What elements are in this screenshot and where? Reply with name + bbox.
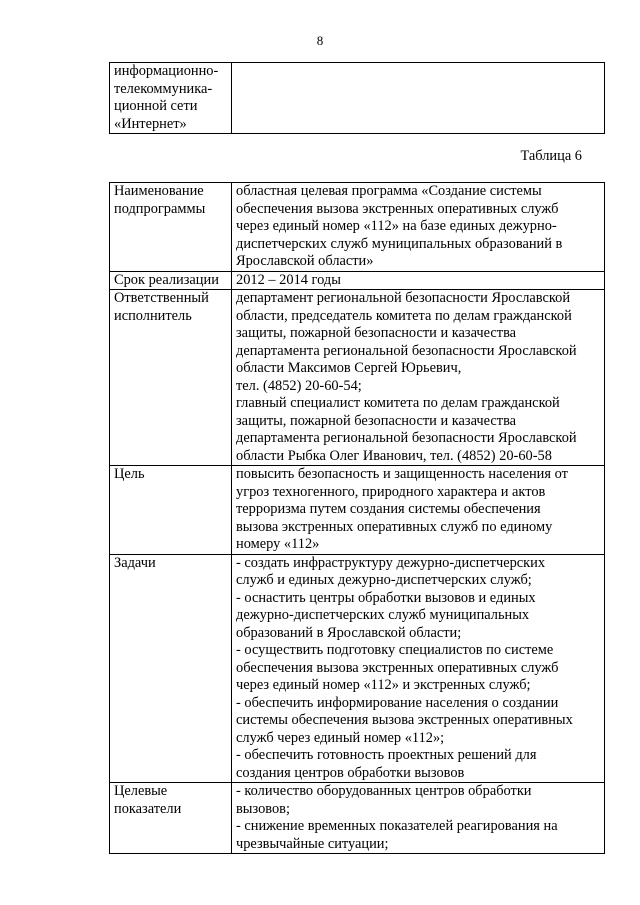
text-line: тел. (4852) 20-60-54; bbox=[236, 377, 362, 394]
text-line: ционной сети bbox=[114, 98, 198, 114]
row-label bbox=[110, 63, 232, 134]
text-line: обеспечения вызова экстренных оперативных служб bbox=[236, 659, 559, 676]
row-content bbox=[232, 554, 605, 783]
text-line: Ответственный bbox=[114, 290, 209, 306]
text-line: чрезвычайные ситуации; bbox=[236, 835, 389, 852]
table-caption: Таблица 6 bbox=[520, 148, 582, 164]
text-line: вызовов; bbox=[236, 800, 290, 817]
row-content bbox=[232, 183, 605, 272]
text-line: информационно- bbox=[114, 63, 219, 79]
text-line: области Максимов Сергей Юрьевич, bbox=[236, 360, 462, 376]
text-line: области Рыбка Олег Иванович, тел. (4852) 20-60-58 bbox=[236, 447, 552, 464]
table-row bbox=[110, 63, 605, 134]
text-line: служб и единых дежурно-диспетчерских служб; bbox=[236, 572, 532, 588]
text-line: департамент региональной безопасности Ярославской bbox=[236, 290, 571, 306]
row-label bbox=[110, 183, 232, 272]
text-line: - создать инфраструктуру дежурно-диспетчерских bbox=[236, 554, 546, 571]
row-label bbox=[110, 271, 232, 290]
row-content bbox=[232, 271, 605, 290]
text-line: обеспечения вызова экстренных оперативных служб bbox=[236, 200, 559, 217]
text-line: телекоммуника- bbox=[114, 80, 213, 97]
table-row bbox=[110, 183, 605, 272]
text-line: Ярославской области» bbox=[236, 253, 374, 269]
text-line: области, председатель комитета по делам гражданской bbox=[236, 307, 572, 324]
row-content bbox=[232, 290, 605, 466]
text-line: угроз техногенного, природного характера и актов bbox=[236, 483, 546, 500]
text-line: Наименование bbox=[114, 183, 204, 199]
text-line: защиты, пожарной безопасности и казачества bbox=[236, 325, 517, 341]
text-line: - осуществить подготовку специалистов по системе bbox=[236, 642, 554, 658]
text-line: повысить безопасность и защищенность населения от bbox=[236, 466, 568, 482]
text-line: образований в Ярославской области; bbox=[236, 624, 462, 641]
row-label bbox=[110, 290, 232, 466]
text-line: 2012 – 2014 годы bbox=[236, 271, 341, 288]
row-label bbox=[110, 466, 232, 555]
table-row bbox=[110, 466, 605, 555]
row-content bbox=[232, 783, 605, 854]
text-line: Срок реализации bbox=[114, 271, 219, 288]
table-row bbox=[110, 554, 605, 783]
text-line: Цель bbox=[114, 466, 145, 482]
text-line: областная целевая программа «Создание системы bbox=[236, 183, 542, 199]
text-line: дежурно-диспетчерских служб муниципальных bbox=[236, 607, 530, 623]
text-line: - оснастить центры обработки вызовов и единых bbox=[236, 589, 536, 606]
text-line: системы обеспечения вызова экстренных оперативных bbox=[236, 712, 573, 728]
table-row bbox=[110, 783, 605, 854]
text-line: через единый номер «112» на базе единых дежурно- bbox=[236, 218, 557, 234]
text-line: - снижение временных показателей реагирования на bbox=[236, 818, 558, 834]
table-row bbox=[110, 271, 605, 290]
page-number: 8 bbox=[316, 33, 324, 48]
text-line: Задачи bbox=[114, 554, 156, 571]
table-row bbox=[110, 290, 605, 466]
text-line: - обеспечить информирование населения о создании bbox=[236, 694, 559, 711]
text-line: через единый номер «112» и экстренных служб; bbox=[236, 677, 531, 693]
row-content bbox=[232, 63, 605, 134]
text-line: создания центров обработки вызовов bbox=[236, 764, 465, 781]
text-line: вызова экстренных оперативных служб по единому bbox=[236, 518, 553, 535]
text-line: служб через единый номер «112»; bbox=[236, 729, 445, 746]
text-line: департамента региональной безопасности Ярославской bbox=[236, 342, 577, 359]
text-line: - обеспечить готовность проектных решений для bbox=[236, 747, 537, 763]
text-line: номеру «112» bbox=[236, 536, 320, 552]
text-line: терроризма путем создания системы обеспечения bbox=[236, 501, 541, 517]
row-content bbox=[232, 466, 605, 555]
text-line: исполнитель bbox=[114, 307, 192, 324]
row-label bbox=[110, 554, 232, 783]
text-line: главный специалист комитета по делам гражданской bbox=[236, 395, 560, 411]
text-line: - количество оборудованных центров обработки bbox=[236, 783, 532, 799]
text-line: «Интернет» bbox=[114, 115, 187, 132]
text-line: подпрограммы bbox=[114, 200, 206, 217]
row-label bbox=[110, 783, 232, 854]
text-line: защиты, пожарной безопасности и казачества bbox=[236, 412, 517, 429]
text-line: диспетчерских служб муниципальных образований в bbox=[236, 235, 563, 252]
text-line: Целевые bbox=[114, 783, 168, 799]
text-line: показатели bbox=[114, 800, 182, 817]
text-line: департамента региональной безопасности Ярославской bbox=[236, 430, 577, 446]
passport-table bbox=[109, 182, 605, 854]
continuation-table bbox=[109, 62, 605, 134]
